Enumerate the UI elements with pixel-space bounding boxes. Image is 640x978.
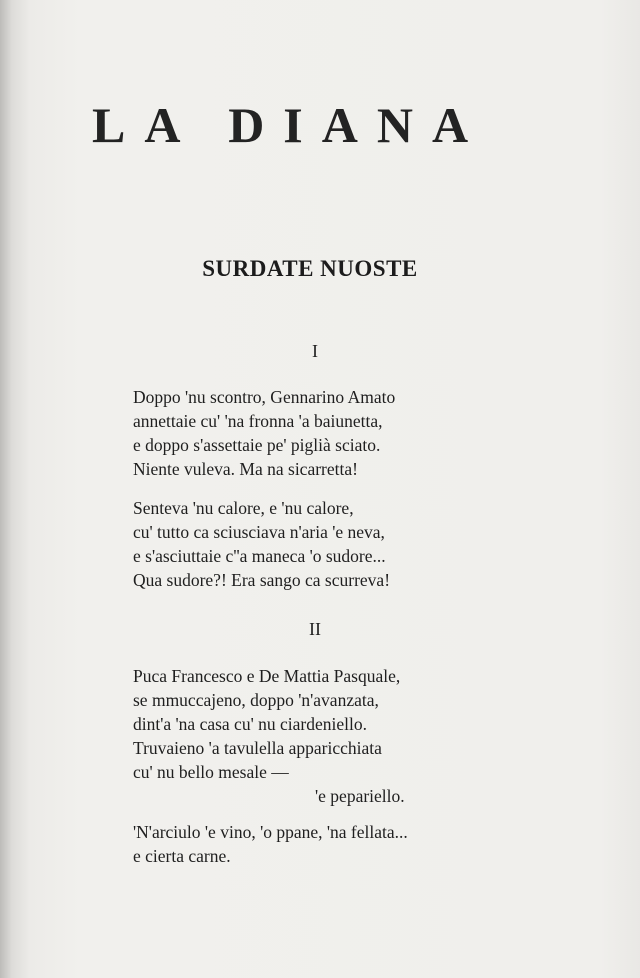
verse-line: cu' tutto ca sciusciava n'aria 'e neva, — [133, 522, 385, 542]
verse-line: Qua sudore?! Era sango ca scurreva! — [133, 570, 391, 590]
verse-line: cu' nu bello mesale — — [133, 762, 289, 782]
verse-line: Doppo 'nu scontro, Gennarino Amato — [133, 387, 396, 407]
section-numeral: II — [309, 619, 321, 639]
verse-line: e s'asciuttaie c''a maneca 'o sudore... — [133, 546, 386, 566]
section-numeral: I — [312, 341, 318, 361]
stanza — [133, 496, 390, 592]
verse-line: Truvaieno 'a tavulella apparicchiata — [133, 738, 382, 758]
verse-line: Niente vuleva. Ma na sicarretta! — [133, 459, 358, 479]
verse-line: e doppo s'assettaie pe' piglià sciato. — [133, 435, 381, 455]
stanza — [133, 664, 405, 808]
stanza — [133, 820, 408, 868]
verse-line: 'N'arciulo 'e vino, 'o ppane, 'na fellata... — [133, 822, 408, 842]
verse-line: annettaie cu' 'na fronna 'a baiunetta, — [133, 411, 383, 431]
verse-line: e cierta carne. — [133, 846, 231, 866]
verse-line: se mmuccajeno, doppo 'n'avanzata, — [133, 690, 379, 710]
stanza — [133, 385, 395, 481]
poem-title: SURDATE NUOSTE — [202, 256, 418, 281]
verse-line: Puca Francesco e De Mattia Pasquale, — [133, 666, 401, 686]
page-title: LA DIANA — [92, 97, 488, 153]
verse-line: Senteva 'nu calore, e 'nu calore, — [133, 498, 354, 518]
verse-line: 'e pepariello. — [315, 786, 405, 806]
verse-line: dint'a 'na casa cu' nu ciardeniello. — [133, 714, 367, 734]
